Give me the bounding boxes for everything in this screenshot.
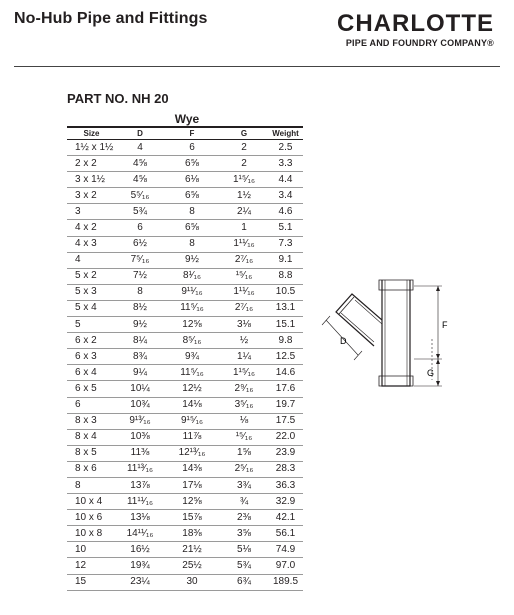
cell-g: 5⅛ [220,542,268,558]
table-row [67,333,303,349]
cell-size: 15 [67,574,116,590]
cell-g: 1¹⁵⁄₁₆ [220,365,268,381]
cell-weight: 17.5 [268,413,303,429]
cell-f: 14⅜ [164,461,220,477]
cell-g: 2⅜ [220,510,268,526]
cell-d: 8¾ [116,349,164,365]
cell-g: 2⁵⁄₁₆ [220,461,268,477]
cell-d: 11¹³⁄₁₆ [116,461,164,477]
cell-f: 8 [164,236,220,252]
cell-d: 13⅞ [116,477,164,493]
header-weight: Weight [268,127,303,140]
cell-d: 8½ [116,300,164,316]
cell-f: 12¹³⁄₁₆ [164,445,220,461]
cell-g: 2 [220,156,268,172]
cell-d: 10¼ [116,381,164,397]
table-row [67,558,303,574]
cell-g: 6¾ [220,574,268,590]
cell-g: ⅛ [220,413,268,429]
cell-weight: 189.5 [268,574,303,590]
table-row [67,220,303,236]
cell-d: 7½ [116,268,164,284]
cell-size: 8 [67,477,116,493]
table-row [67,461,303,477]
cell-size: 10 [67,542,116,558]
cell-weight: 97.0 [268,558,303,574]
cell-weight: 17.6 [268,381,303,397]
cell-d: 4⅝ [116,156,164,172]
cell-d: 6 [116,220,164,236]
table-row [67,381,303,397]
cell-g: 2⁷⁄₁₆ [220,252,268,268]
table-row [67,429,303,445]
table-row [67,268,303,284]
part-number: PART NO. NH 20 [67,91,169,106]
cell-weight: 22.0 [268,429,303,445]
cell-size: 3 x 2 [67,188,116,204]
cell-d: 23¼ [116,574,164,590]
cell-weight: 8.8 [268,268,303,284]
cell-size: 8 x 4 [67,429,116,445]
cell-f: 12½ [164,381,220,397]
cell-d: 16½ [116,542,164,558]
cell-g: 3⁵⁄₁₆ [220,397,268,413]
cell-f: 11⅞ [164,429,220,445]
cell-d: 9½ [116,317,164,333]
table-row [67,188,303,204]
cell-d: 7⁵⁄₁₆ [116,252,164,268]
cell-weight: 36.3 [268,477,303,493]
cell-size: 6 [67,397,116,413]
cell-size: 1½ x 1½ [67,140,116,156]
cell-f: 11⁵⁄₁₆ [164,365,220,381]
cell-size: 8 x 5 [67,445,116,461]
table-row [67,413,303,429]
cell-size: 8 x 6 [67,461,116,477]
cell-g: 1¹⁵⁄₁₆ [220,172,268,188]
cell-g: ¹⁵⁄₁₆ [220,268,268,284]
cell-weight: 42.1 [268,510,303,526]
table-row [67,317,303,333]
table-row [67,204,303,220]
cell-size: 12 [67,558,116,574]
cell-size: 6 x 3 [67,349,116,365]
cell-g: 3¾ [220,477,268,493]
cell-f: 30 [164,574,220,590]
cell-g: 2¼ [220,204,268,220]
table-row [67,477,303,493]
cell-d: 6½ [116,236,164,252]
dimension-g-label: G [427,368,435,378]
header-size: Size [67,127,116,140]
cell-weight: 13.1 [268,300,303,316]
cell-d: 9¹³⁄₁₆ [116,413,164,429]
cell-g: 2 [220,140,268,156]
table-row [67,526,303,542]
cell-weight: 9.8 [268,333,303,349]
cell-size: 6 x 4 [67,365,116,381]
cell-g: 1⅝ [220,445,268,461]
cell-weight: 3.4 [268,188,303,204]
cell-weight: 56.1 [268,526,303,542]
cell-g: 3⅝ [220,526,268,542]
table-row [67,510,303,526]
header-divider [14,66,500,67]
cell-f: 17⅛ [164,477,220,493]
dimensions-table [67,126,303,591]
cell-d: 19¾ [116,558,164,574]
cell-d: 5¾ [116,204,164,220]
cell-d: 11¹¹⁄₁₆ [116,494,164,510]
cell-g: ½ [220,333,268,349]
cell-weight: 4.4 [268,172,303,188]
cell-size: 3 [67,204,116,220]
cell-weight: 2.5 [268,140,303,156]
dimension-f-label: F [442,320,448,330]
cell-g: 5¾ [220,558,268,574]
cell-d: 10¾ [116,397,164,413]
cell-g: 1¹¹⁄₁₆ [220,236,268,252]
cell-size: 4 x 3 [67,236,116,252]
cell-weight: 32.9 [268,494,303,510]
cell-weight: 74.9 [268,542,303,558]
cell-weight: 28.3 [268,461,303,477]
cell-f: 12⅝ [164,494,220,510]
table-row [67,140,303,156]
header-f: F [164,127,220,140]
cell-f: 14⅛ [164,397,220,413]
wye-diagram [310,270,460,410]
cell-g: 2⁹⁄₁₆ [220,381,268,397]
table-row [67,172,303,188]
cell-weight: 12.5 [268,349,303,365]
cell-f: 8⁵⁄₁₆ [164,333,220,349]
cell-f: 8¹⁄₁₆ [164,268,220,284]
cell-weight: 19.7 [268,397,303,413]
cell-size: 5 [67,317,116,333]
cell-weight: 15.1 [268,317,303,333]
cell-d: 8¼ [116,333,164,349]
table-row [67,574,303,590]
cell-g: 1½ [220,188,268,204]
fitting-name: Wye [174,112,200,126]
brand-subtitle: PIPE AND FOUNDRY COMPANY® [345,38,494,48]
cell-weight: 4.6 [268,204,303,220]
table-row [67,542,303,558]
cell-f: 12⅝ [164,317,220,333]
table-row [67,494,303,510]
cell-size: 5 x 4 [67,300,116,316]
table-row [67,236,303,252]
cell-f: 6⅛ [164,172,220,188]
cell-weight: 14.6 [268,365,303,381]
cell-d: 4 [116,140,164,156]
cell-weight: 7.3 [268,236,303,252]
table-row [67,284,303,300]
cell-g: ¾ [220,494,268,510]
brand-logo [337,12,494,48]
cell-f: 21½ [164,542,220,558]
cell-d: 14¹¹⁄₁₆ [116,526,164,542]
table-row [67,349,303,365]
table-row [67,252,303,268]
cell-g: ¹⁵⁄₁₆ [220,429,268,445]
table-header-row [67,127,303,140]
cell-f: 9¹⁵⁄₁₆ [164,413,220,429]
cell-size: 6 x 2 [67,333,116,349]
cell-f: 15⅞ [164,510,220,526]
cell-size: 3 x 1½ [67,172,116,188]
cell-weight: 23.9 [268,445,303,461]
table-row [67,397,303,413]
cell-d: 9¼ [116,365,164,381]
cell-size: 6 x 5 [67,381,116,397]
cell-weight: 10.5 [268,284,303,300]
cell-f: 11⁵⁄₁₆ [164,300,220,316]
cell-f: 9¹¹⁄₁₆ [164,284,220,300]
cell-g: 1¹¹⁄₁₆ [220,284,268,300]
cell-f: 6⅝ [164,188,220,204]
table-row [67,365,303,381]
cell-size: 10 x 4 [67,494,116,510]
cell-size: 10 x 6 [67,510,116,526]
brand-name: CHARLOTTE [337,10,494,37]
cell-f: 25½ [164,558,220,574]
cell-f: 9¾ [164,349,220,365]
cell-size: 5 x 3 [67,284,116,300]
cell-weight: 3.3 [268,156,303,172]
cell-g: 2⁷⁄₁₆ [220,300,268,316]
cell-f: 6⅝ [164,220,220,236]
page-title: No-Hub Pipe and Fittings [14,10,208,27]
cell-size: 5 x 2 [67,268,116,284]
cell-size: 4 [67,252,116,268]
cell-weight: 9.1 [268,252,303,268]
cell-f: 8 [164,204,220,220]
cell-d: 11⅜ [116,445,164,461]
dimension-d-label: D [340,336,347,346]
table-row [67,445,303,461]
cell-d: 8 [116,284,164,300]
header-g: G [220,127,268,140]
cell-size: 10 x 8 [67,526,116,542]
cell-g: 1¼ [220,349,268,365]
cell-size: 8 x 3 [67,413,116,429]
cell-d: 13⅛ [116,510,164,526]
cell-f: 6 [164,140,220,156]
header-d: D [116,127,164,140]
cell-weight: 5.1 [268,220,303,236]
cell-g: 1 [220,220,268,236]
cell-size: 2 x 2 [67,156,116,172]
cell-f: 9½ [164,252,220,268]
cell-d: 10⅜ [116,429,164,445]
cell-d: 5⁵⁄₁₆ [116,188,164,204]
cell-size: 4 x 2 [67,220,116,236]
cell-f: 18⅜ [164,526,220,542]
cell-g: 3⅛ [220,317,268,333]
cell-d: 4⅝ [116,172,164,188]
table-row [67,300,303,316]
cell-f: 6⅝ [164,156,220,172]
table-row [67,156,303,172]
